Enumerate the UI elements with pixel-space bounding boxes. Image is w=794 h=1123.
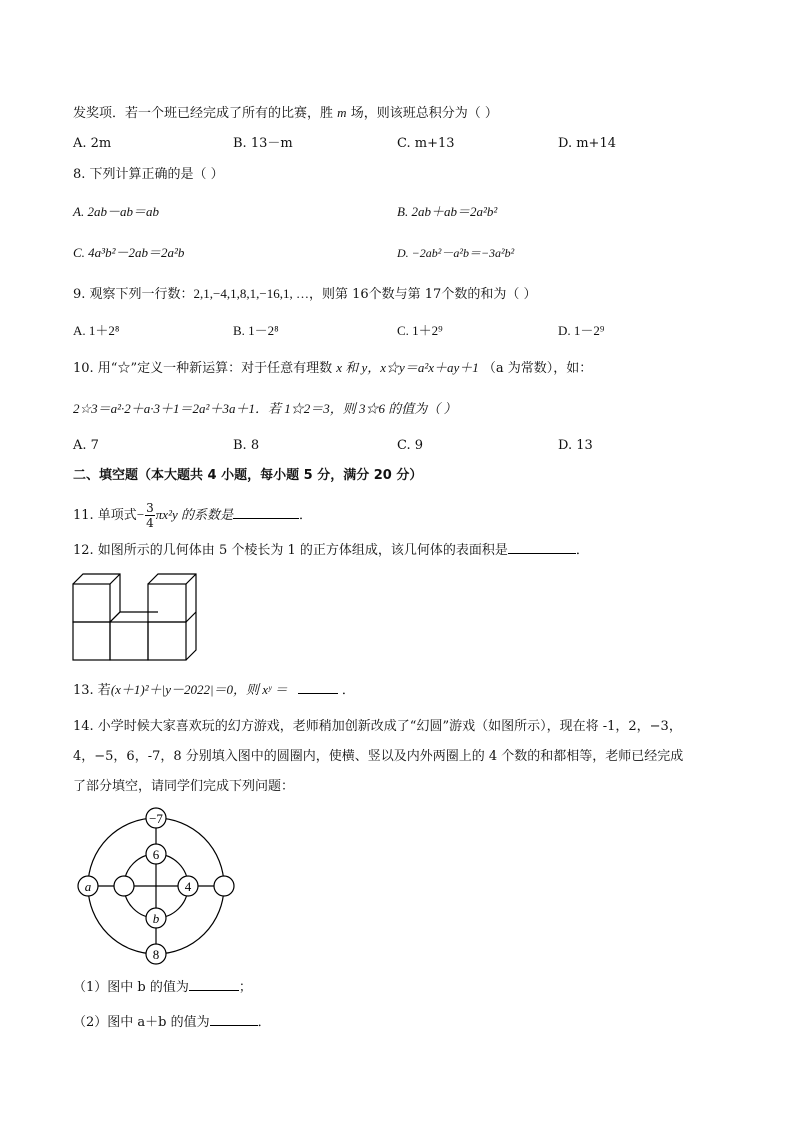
q10-option-c[interactable]: C. 9 (397, 438, 424, 453)
q11-text-b: πx²y 的系数是 (155, 507, 233, 522)
q11-denominator: 4 (146, 516, 154, 530)
q14-sub-2-blank[interactable] (210, 1012, 258, 1026)
label-left: a (84, 879, 92, 894)
q14-sub-2-text: （2）图中 a＋b 的值为 (73, 1015, 210, 1030)
q14-sub-1-blank[interactable] (189, 977, 239, 991)
q13-answer-blank[interactable] (298, 680, 338, 694)
q7-option-d[interactable]: D. m+14 (558, 136, 616, 151)
q10-option-a[interactable]: A. 7 (73, 438, 99, 453)
magic-circle-figure (66, 804, 246, 974)
q13-expression: (x＋1)²＋|y－2022|＝0，则 xʸ ＝ (110, 682, 288, 697)
q14-line-2: 4，−5，6，-7，8 分别填入图中的圆圈内，使横、竖以及内外两圈上的 4 个数的和都相等，老师已经完成 (73, 749, 684, 764)
q9-stem (73, 285, 536, 304)
q7-option-a[interactable]: A. 2m (73, 136, 112, 151)
q11: 11. 单项式− $\frac{3}{4}$ πx²y 的系数是 ． (73, 501, 313, 530)
q10-stem (73, 359, 592, 378)
q9-option-c[interactable]: C. 1＋2⁹ (397, 323, 443, 338)
q7-option-b[interactable]: B. 13－m (233, 136, 293, 151)
q13-text-a: 13. 若 (73, 683, 111, 698)
section-2-heading: 二、填空题（本大题共 4 小题，每小题 5 分，满分 20 分） (73, 468, 423, 483)
q7-stem-tail (73, 104, 498, 123)
q12-answer-blank[interactable] (508, 540, 576, 554)
q12-text: 12. 如图所示的几何体由 5 个棱长为 1 的正方体组成，该几何体的表面积是 (73, 543, 508, 558)
q9-option-d[interactable]: D. 1－2⁹ (558, 323, 605, 338)
q14-line-3: 了部分填空，请同学们完成下列问题： (73, 779, 295, 794)
circle-inner-left[interactable] (114, 876, 134, 896)
q9-option-a[interactable]: A. 1＋2⁸ (73, 323, 120, 338)
q8-option-c[interactable]: C. 4a³b²－2ab＝2a²b (73, 245, 185, 260)
q10-text-b: （a 为常数），如： (482, 361, 593, 376)
q8-stem: 8. 下列计算正确的是（ ） (73, 167, 224, 182)
q11-numerator: 3 (146, 501, 154, 515)
q9-sequence: 2,1,−4,1,8,1,−16,1, … (193, 286, 309, 301)
q7-text-b: 场，则该班总积分为（ ） (350, 106, 498, 121)
q13: 13. 若(x＋1)²＋|y－2022|＝0，则 xʸ ＝ ． (73, 682, 355, 698)
q10-option-b[interactable]: B. 8 (233, 438, 260, 453)
q8-option-d[interactable]: D. −2ab²－a²b＝−3a²b² (397, 246, 515, 260)
q10-example: 2☆3＝a²·2＋a·3＋1＝2a²＋3a＋1．若 1☆2＝3，则 3☆6 的值为（ ） (73, 401, 457, 416)
label-bottom: 8 (152, 947, 160, 962)
circle-right[interactable] (214, 876, 234, 896)
q14-sub-1-text: （1）图中 b 的值为 (73, 980, 189, 995)
q7-text-a: 发奖项．若一个班已经完成了所有的比赛，胜 (73, 106, 334, 121)
cube-figure (70, 568, 210, 664)
q9-text-b: ，则第 16个数与第 17个数的和为（ ） (308, 287, 537, 302)
q11-text-a: 11. 单项式 (73, 508, 137, 523)
q9-option-b[interactable]: B. 1－2⁸ (233, 323, 279, 338)
q12: 12. 如图所示的几何体由 5 个棱长为 1 的正方体组成，该几何体的表面积是 ． (73, 540, 589, 560)
q14-sub-1: （1）图中 b 的值为 ； (73, 977, 252, 997)
q10-text-a: 10. 用“☆”定义一种新运算：对于任意有理数 (73, 361, 333, 376)
label-inner-right: 4 (184, 879, 192, 894)
label-inner-bottom: b (152, 911, 160, 926)
q7-variable: m (337, 105, 347, 120)
q7-option-c[interactable]: C. m+13 (397, 136, 455, 151)
q11-answer-blank[interactable] (233, 505, 299, 519)
q10-option-d[interactable]: D. 13 (558, 438, 593, 453)
q8-option-b[interactable]: B. 2ab＋ab＝2a²b² (397, 204, 498, 219)
q14-line-1: 14. 小学时候大家喜欢玩的幻方游戏，老师稍加创新改成了“幻圆”游戏（如图所示），现在将 -1，2，−3， (73, 719, 682, 734)
q11-fraction (145, 501, 155, 530)
q10-definition: x 和 y，x☆y＝a²x＋ay＋1 (336, 360, 479, 375)
q14-sub-2: （2）图中 a＋b 的值为 ． (73, 1012, 271, 1032)
q8-option-a[interactable]: A. 2ab－ab＝ab (73, 204, 159, 219)
label-inner-top: 6 (152, 847, 160, 862)
label-top: −7 (149, 811, 163, 826)
q9-text-a: 9. 观察下列一行数： (73, 287, 194, 302)
